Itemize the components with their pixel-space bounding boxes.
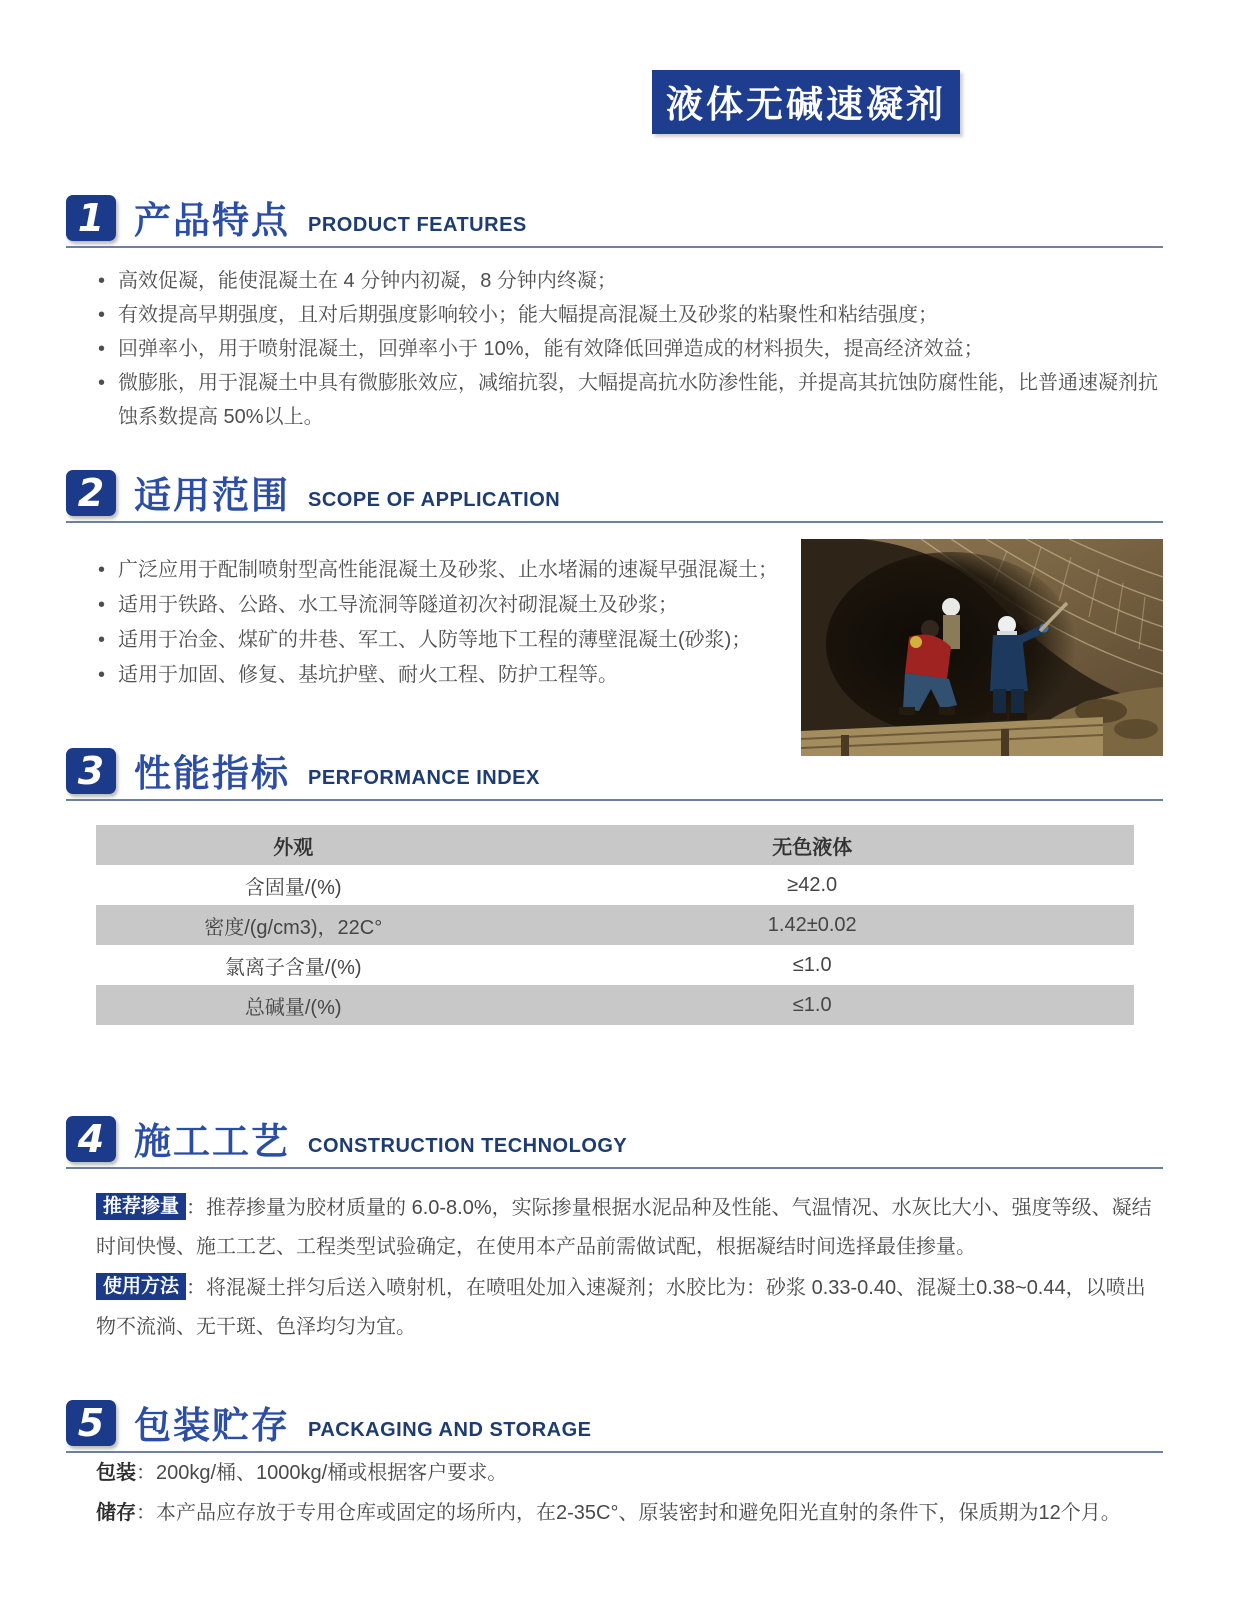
usage-text: ：将混凝土拌匀后送入喷射机，在喷咀处加入速凝剂；水胶比为：砂浆 0.33-0.40、混凝土0.38~0.44，以喷出物不流淌、无干斑、色泽均匀为宜。 <box>96 1277 1146 1338</box>
section-performance-index <box>66 748 1163 1025</box>
list-item: • 有效提高早期强度，且对后期强度影响较小；能大幅提高混凝土及砂浆的粘聚性和粘结强度； <box>96 298 1163 332</box>
packaging-line <box>96 1453 1163 1493</box>
table-cell: ≤1.0 <box>792 953 832 976</box>
storage-label: 储存 <box>96 1502 136 1524</box>
list-item: • 适用于加固、修复、基坑护壁、耐火工程、防护工程等。 <box>96 658 801 693</box>
section-number-badge: 3 <box>66 748 116 794</box>
table-cell: 氯离子含量/(%) <box>224 956 362 979</box>
table-header-row <box>96 825 1134 865</box>
section-number-badge: 5 <box>66 1400 116 1446</box>
table-cell: 无色液体 <box>772 836 853 859</box>
section-title-en: PERFORMANCE INDEX <box>308 767 540 789</box>
storage-text: ：本产品应存放于专用仓库或固定的场所内，在2-35C°、原装密封和避免阳光直射的条件下，保质期为12个月。 <box>136 1502 1121 1524</box>
tunnel-construction-photo <box>801 539 1163 756</box>
usage-method-badge: 使用方法 <box>96 1273 186 1300</box>
table-cell: ≥42.0 <box>787 873 838 896</box>
section-number-badge: 4 <box>66 1116 116 1162</box>
page-title: 液体无碱速凝剂 <box>652 70 960 134</box>
list-item: • 微膨胀，用于混凝土中具有微膨胀效应，减缩抗裂，大幅提高抗水防渗性能，并提高其抗蚀防腐性能，比普通速凝剂抗蚀系数提高 50%以上。 <box>96 366 1163 434</box>
section-header <box>66 1400 1163 1453</box>
feature-list <box>96 264 1163 434</box>
section-scope-of-application <box>66 470 1163 756</box>
section-number-badge: 2 <box>66 470 116 516</box>
list-item: • 高效促凝，能使混凝土在 4 分钟内初凝，8 分钟内终凝； <box>96 264 1163 298</box>
table-cell: 含固量/(%) <box>244 876 342 899</box>
list-item: • 回弹率小，用于喷射混凝土，回弹率小于 10%，能有效降低回弹造成的材料损失，提高经济效益； <box>96 332 1163 366</box>
section-packaging-storage <box>66 1400 1163 1533</box>
usage-paragraph <box>96 1269 1163 1347</box>
section-title-zh: 施工工艺 <box>134 1121 290 1163</box>
section-title-en: CONSTRUCTION TECHNOLOGY <box>308 1135 628 1157</box>
table-cell: ≤1.0 <box>792 993 832 1016</box>
table-cell: 外观 <box>273 836 314 859</box>
table-cell: 总碱量/(%) <box>244 996 342 1019</box>
list-item: • 适用于冶金、煤矿的井巷、军工、人防等地下工程的薄壁混凝土(砂浆)； <box>96 623 801 658</box>
section-header <box>66 748 1163 801</box>
section-header <box>66 195 1163 248</box>
table-row <box>96 945 1134 985</box>
section-header <box>66 470 1163 523</box>
section-title-en: PACKAGING AND STORAGE <box>308 1419 592 1441</box>
section-construction-technology <box>66 1116 1163 1349</box>
dosage-paragraph <box>96 1189 1163 1267</box>
storage-line <box>96 1493 1163 1533</box>
section-title-zh: 性能指标 <box>134 753 290 795</box>
table-row <box>96 905 1134 945</box>
packaging-label: 包装 <box>96 1462 136 1484</box>
recommended-dosage-badge: 推荐掺量 <box>96 1193 186 1220</box>
section-title-zh: 适用范围 <box>134 475 290 517</box>
list-item: • 适用于铁路、公路、水工导流洞等隧道初次衬砌混凝土及砂浆； <box>96 588 801 623</box>
table-cell: 1.42±0.02 <box>767 913 857 936</box>
section-number-badge: 1 <box>66 195 116 241</box>
table-row <box>96 865 1134 905</box>
section-title-en: PRODUCT FEATURES <box>308 214 527 236</box>
dosage-text: ：推荐掺量为胶材质量的 6.0-8.0%，实际掺量根据水泥品种及性能、气温情况、水灰比大小、强度等级、凝结时间快慢、施工工艺、工程类型试验确定，在使用本产品前需做试配，根据凝结时间选择最佳掺量。 <box>96 1197 1152 1258</box>
section-header <box>66 1116 1163 1169</box>
table-row <box>96 985 1134 1025</box>
section-product-features <box>66 195 1163 434</box>
performance-table <box>96 825 1134 1025</box>
application-list <box>96 553 801 756</box>
packaging-text: ：200kg/桶、1000kg/桶或根据客户要求。 <box>136 1462 508 1484</box>
section-title-zh: 包装贮存 <box>134 1405 290 1447</box>
section-title-en: SCOPE OF APPLICATION <box>308 489 561 511</box>
section-title-zh: 产品特点 <box>134 200 290 242</box>
list-item: • 广泛应用于配制喷射型高性能混凝土及砂浆、止水堵漏的速凝早强混凝土； <box>96 553 801 588</box>
table-cell: 密度/(g/cm3)，22C° <box>204 916 383 939</box>
